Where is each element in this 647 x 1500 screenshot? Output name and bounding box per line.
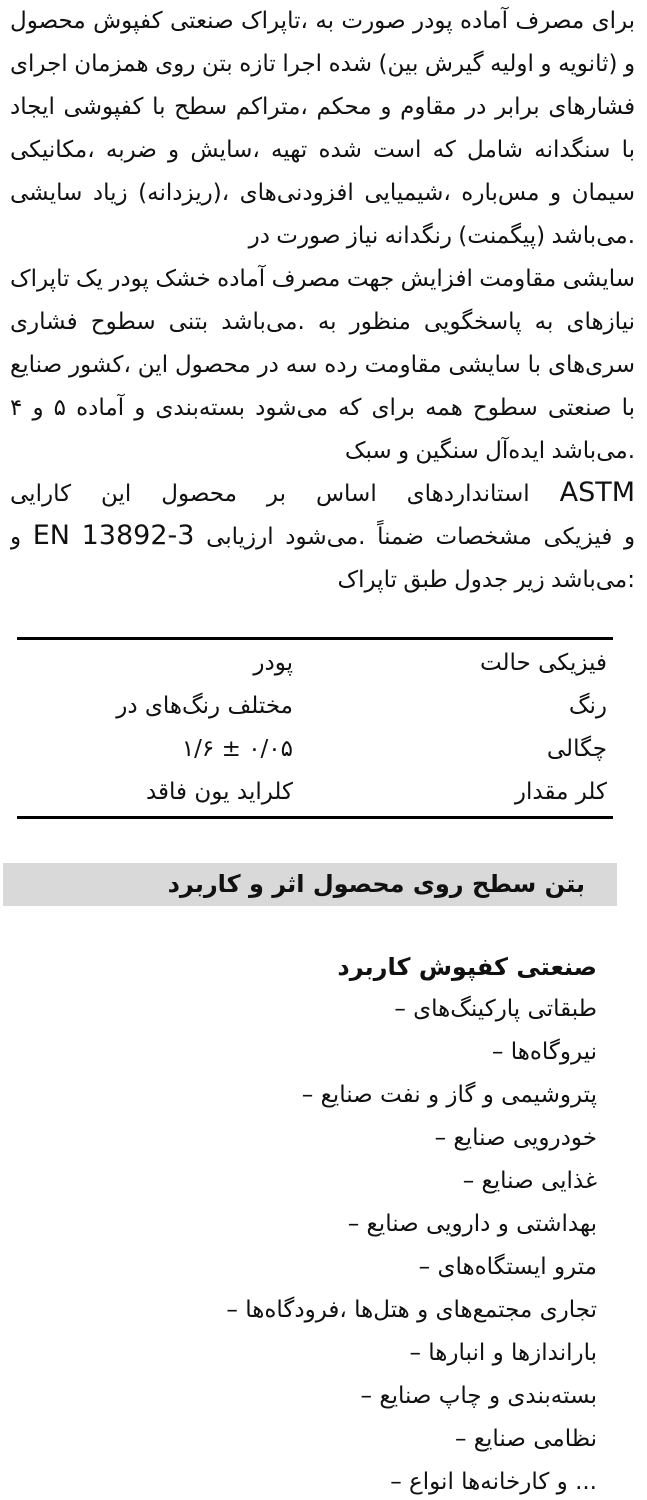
paragraph: [10, 258, 635, 473]
application-item: – صنایع چاپ و بسته‌بندی: [360, 1383, 597, 1409]
section-header-title: کاربرد و اثر محصول روی سطح بتن: [167, 870, 585, 898]
item-bullet: –: [434, 1125, 454, 1151]
application-item: – صنایع نظامی: [454, 1426, 597, 1452]
application-item: – فرودگاه‌ها، هتل‌ها و مجتمع‌های تجاری: [226, 1297, 597, 1323]
spec-label: مقدار کلر: [514, 779, 607, 805]
paragraph-line: تاپراک یک پودر خشک آماده مصرف جهت افزایش مقاومت سایشی: [10, 266, 635, 292]
item-bullet: –: [454, 1426, 474, 1452]
application-item: – صنایع دارویی و بهداشتی: [347, 1211, 597, 1237]
item-bullet: –: [409, 1340, 429, 1366]
application-item: – انبارها و باراندازها: [409, 1340, 597, 1366]
spec-row: [17, 685, 613, 728]
item-bullet: –: [390, 1469, 410, 1495]
paragraph-line: اجرای همزمان روی بتن تازه اجرا شده (بین گیرش اولیه و ثانویه) و: [10, 51, 635, 77]
latin-standard-text: ASTM: [559, 477, 635, 508]
paragraph-line: ایجاد کفپوشی با سطح متراکم، محکم و مقاوم در برابر فشارهای: [10, 94, 635, 120]
applications-section: [0, 946, 597, 1500]
paragraph-line: ۴ و ۵ آماده و بسته‌بندی می‌شود که برای همه سطوح صنعتی با: [10, 395, 635, 421]
spec-table: [17, 637, 613, 819]
paragraph-line: محصول کفپوش صنعتی تاپراک، به صورت پودر آماده مصرف برای: [10, 8, 635, 34]
application-item: – صنایع غذایی: [462, 1168, 597, 1194]
spec-row: [17, 771, 613, 814]
paragraph-line: و EN 13892-3 ارزیابی می‌شود. ضمناً مشخصات فیزیکی و: [10, 520, 635, 551]
paragraph-line: تاپراک طبق جدول زیر می‌باشد:: [337, 567, 635, 593]
application-item: – انواع کارخانه‌ها و ...: [390, 1469, 597, 1495]
paragraph-line: فشاری سطوح بتنی می‌باشد. به منظور پاسخگویی به نیازهای: [10, 309, 635, 335]
paragraph: [10, 0, 635, 258]
paragraph-line: مکانیکی، ضربه و سایش، تهیه شده است که شامل سنگدانه با: [10, 137, 635, 163]
spec-label: چگالی: [546, 736, 607, 762]
application-item: – صنایع نفت و گاز و پتروشیمی: [301, 1082, 597, 1108]
intro-paragraphs: [10, 0, 635, 602]
spec-row: [17, 642, 613, 685]
item-bullet: –: [301, 1082, 321, 1108]
paragraph-line: سایشی زیاد (ریزدانه)، افزودنی‌های شیمیایی، مس‌باره و سیمان: [10, 180, 635, 206]
item-bullet: –: [394, 996, 414, 1022]
latin-standard-text: EN: [32, 520, 70, 551]
paragraph-line: سبک و سنگین ایده‌آل می‌باشد.: [344, 438, 635, 464]
applications-list: [0, 988, 597, 1500]
application-item: – نیروگاه‌ها: [491, 1039, 597, 1065]
spec-row: [17, 728, 613, 771]
item-bullet: –: [226, 1297, 246, 1323]
item-bullet: –: [418, 1254, 438, 1280]
latin-standard-text: 13892-3: [81, 520, 195, 551]
spec-value: ۱/۶ ± ۰/۰۵: [181, 736, 293, 762]
spec-value: در رنگ‌های مختلف: [116, 693, 293, 719]
spec-value: پودر: [253, 650, 293, 676]
paragraph-line: کارایی این محصول بر اساس استانداردهای ASTM: [10, 477, 635, 508]
spec-value: فاقد یون کلراید: [145, 779, 293, 805]
application-item: – صنایع خودرویی: [434, 1125, 597, 1151]
item-bullet: –: [462, 1168, 482, 1194]
paragraph-line: صنایع کشور، این محصول در سه رده مقاومت سایشی با سری‌های: [10, 352, 635, 378]
applications-subtitle: کاربرد کفپوش صنعتی: [337, 953, 597, 981]
spec-label: حالت فیزیکی: [479, 650, 607, 676]
application-item: – ایستگاه‌های مترو: [418, 1254, 597, 1280]
item-bullet: –: [347, 1211, 367, 1237]
paragraph: [10, 473, 635, 602]
section-header: [3, 863, 617, 906]
paragraph-line: در صورت نیاز رنگدانه (پیگمنت) می‌باشد.: [248, 223, 635, 249]
spec-label: رنگ: [568, 693, 607, 719]
item-bullet: –: [491, 1039, 511, 1065]
item-bullet: –: [360, 1383, 380, 1409]
application-item: – پارکینگ‌های طبقاتی: [394, 996, 597, 1022]
